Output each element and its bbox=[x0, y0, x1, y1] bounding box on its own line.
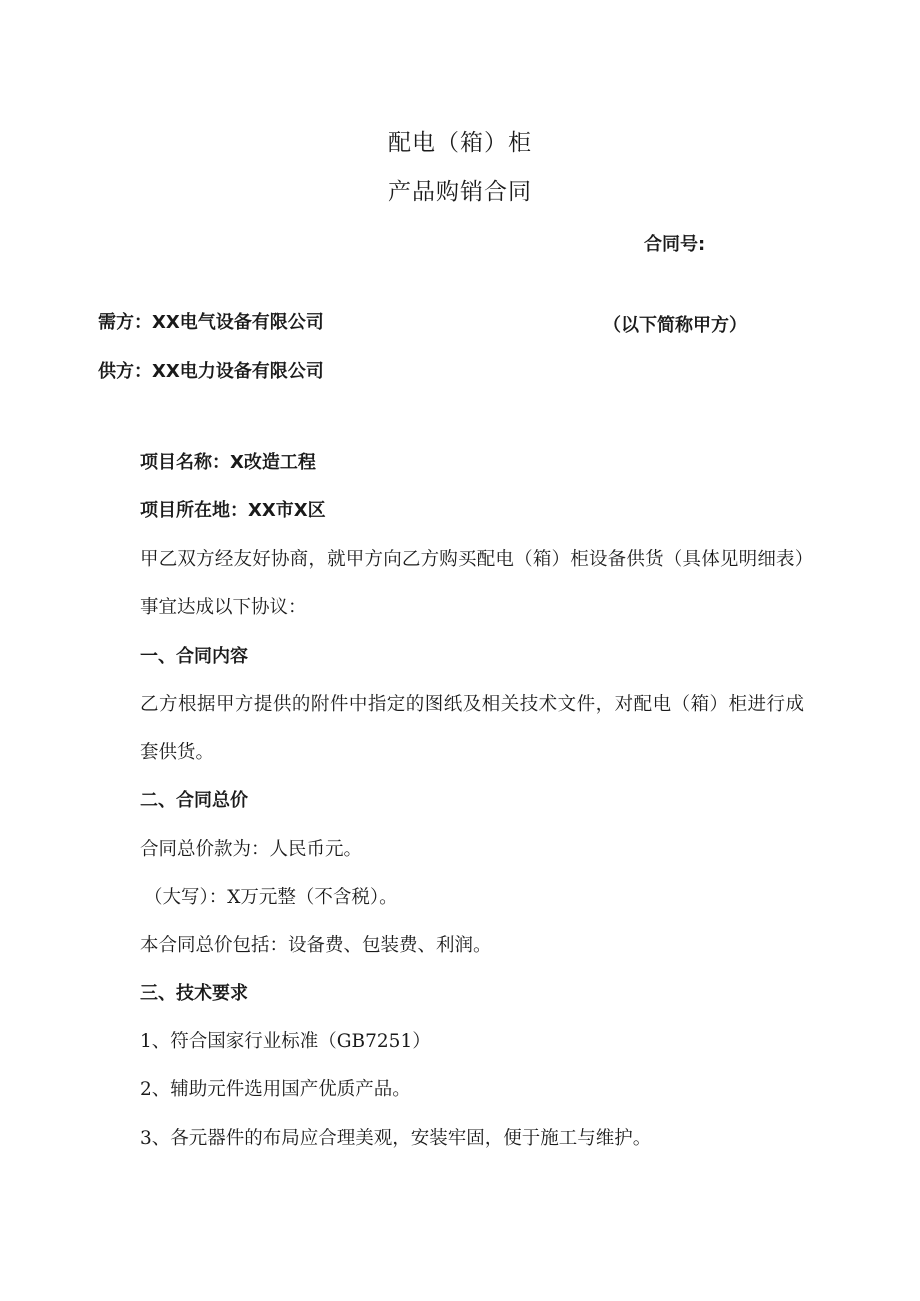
title-line-1: 配电（箱）柜 bbox=[388, 130, 532, 156]
section-1-paragraph: 乙方根据甲方提供的附件中指定的图纸及相关技术文件，对配电（箱）柜进行成套供货。 bbox=[140, 694, 804, 763]
intro-paragraph: 甲乙双方经友好协商，就甲方向乙方购买配电（箱）柜设备供货（具体见明细表）事宜达成以下协议： bbox=[140, 549, 804, 618]
buyer-abbreviation-note: （以下简称甲方） bbox=[603, 315, 747, 336]
price-inclusions: 本合同总价包括：设备费、包装费、利润。 bbox=[140, 935, 492, 956]
tech-requirement-item: 1、符合国家行业标准（GB7251） bbox=[140, 1031, 431, 1052]
contract-number-label: 合同号: bbox=[644, 234, 706, 255]
tech-requirement-item: 3、各元器件的布局应合理美观，安装牢固，便于施工与维护。 bbox=[140, 1128, 652, 1149]
title-line-2: 产品购销合同 bbox=[388, 179, 532, 205]
project-name: 项目名称：X改造工程 bbox=[140, 452, 316, 473]
section-3-heading: 三、技术要求 bbox=[140, 983, 248, 1004]
buyer-line: 需方：XX电气设备有限公司 bbox=[98, 312, 324, 333]
supplier-line: 供方：XX电力设备有限公司 bbox=[98, 361, 324, 382]
project-location: 项目所在地：XX市X区 bbox=[140, 500, 326, 521]
tech-requirement-item: 2、辅助元件选用国产优质产品。 bbox=[140, 1079, 411, 1100]
contract-price-in-words: （大写）：X万元整（不含税）。 bbox=[144, 887, 398, 908]
contract-total-price: 合同总价款为：人民币元。 bbox=[140, 839, 363, 860]
section-1-heading: 一、合同内容 bbox=[140, 646, 248, 667]
section-2-heading: 二、合同总价 bbox=[140, 790, 248, 811]
